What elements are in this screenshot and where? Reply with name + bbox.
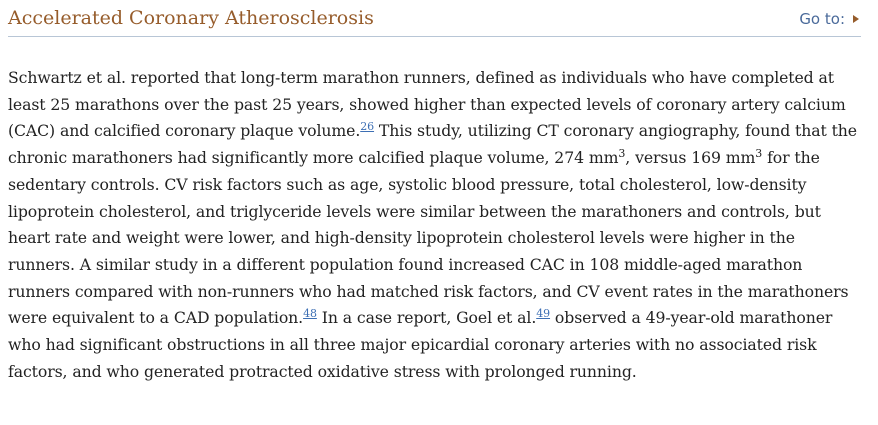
- text-segment: for the sedentary controls. CV risk factors such as age, systolic blood pressure, total cholesterol, low-density lipoprotein cholesterol, and triglyceride levels were similar between the marathoners and controls, but heart rate and weight were lower, and high-density lipoprotein cholesterol levels were higher in the runners. A similar study in a different population found increased CAC in 108 middle-aged marathon runners compared with non-runners who had matched risk factors, and CV event rates in the marathoners were equivalent to a CAD population.: [8, 148, 849, 328]
- section-header: [8, 0, 861, 37]
- triangle-right-icon: [853, 15, 859, 23]
- text-segment: , versus 169 mm: [625, 148, 756, 168]
- goto-label: Go to:: [799, 10, 845, 28]
- text-segment: In a case report, Goel et al.: [316, 308, 537, 328]
- text-segment: Schwartz et al. reported that long-term marathon runners, defined as individuals who have completed at least 25 marathons over the past 25 years, showed higher than expected levels of coronary artery calcium (CAC) and calcified coronary plaque volume.: [8, 68, 846, 141]
- text-segment: This study, utilizing CT coronary angiography, found that the chronic marathoners had significantly more calcified plaque volume, 274 mm: [8, 121, 857, 168]
- text-segment: observed a 49-year-old marathoner who had significant obstructions in all three major epicardial coronary arteries with no associated risk factors, and who generated protracted oxidative stress with prolonged running.: [8, 308, 833, 381]
- reference-link-26[interactable]: 26: [360, 120, 375, 134]
- goto-link[interactable]: [799, 10, 859, 28]
- reference-link-48[interactable]: 48: [303, 307, 317, 321]
- section-title: Accelerated Coronary Atherosclerosis: [8, 7, 374, 29]
- article-section: [8, 0, 861, 385]
- reference-link-49[interactable]: 49: [536, 307, 551, 321]
- superscript-cubed: 3: [618, 147, 626, 161]
- superscript-cubed: 3: [755, 147, 763, 161]
- body-paragraph: [8, 65, 861, 385]
